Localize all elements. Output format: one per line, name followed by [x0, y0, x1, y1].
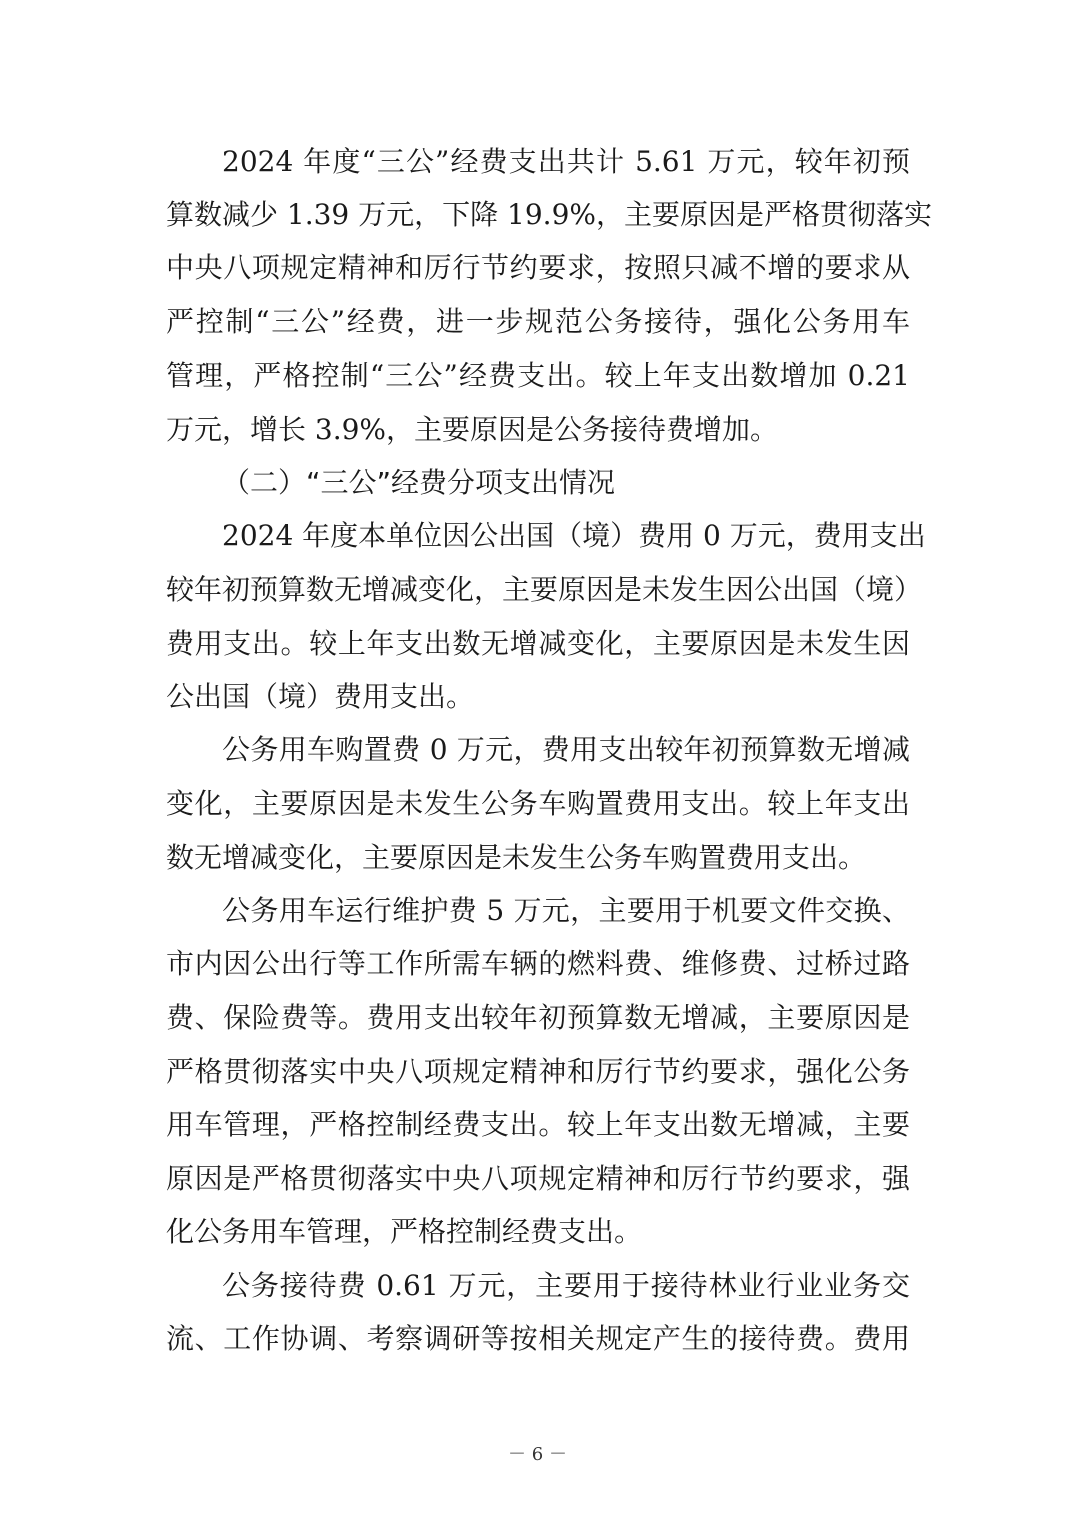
- paragraph-line: 费、保险费等。费用支出较年初预算数无增减，主要原因是: [166, 1001, 910, 1034]
- paragraph-line: 原因是严格贯彻落实中央八项规定精神和厉行节约要求，强: [166, 1162, 910, 1195]
- paragraph-line: 算数减少 1.39 万元，下降 19.9%，主要原因是严格贯彻落实: [166, 198, 932, 231]
- page-number: － 6 －: [508, 1444, 567, 1465]
- paragraph-line: 市内因公出行等工作所需车辆的燃料费、维修费、过桥过路: [166, 947, 910, 980]
- paragraph-line: 化公务用车管理，严格控制经费支出。: [166, 1215, 643, 1248]
- paragraph-line: 公务用车购置费 0 万元，费用支出较年初预算数无增减: [222, 733, 910, 766]
- paragraph-line: 公出国（境）费用支出。: [166, 680, 475, 713]
- paragraph-line: 中央八项规定精神和厉行节约要求，按照只减不增的要求从: [166, 251, 910, 284]
- paragraph-line: 费用支出。较上年支出数无增减变化，主要原因是未发生因: [166, 627, 910, 660]
- paragraph-line: 流、工作协调、考察调研等按相关规定产生的接待费。费用: [166, 1322, 910, 1355]
- paragraph-line: 2024 年度本单位因公出国（境）费用 0 万元，费用支出: [222, 519, 926, 552]
- paragraph-line: 公务用车运行维护费 5 万元，主要用于机要文件交换、: [222, 894, 910, 927]
- paragraph-line: 变化，主要原因是未发生公务车购置费用支出。较上年支出: [166, 787, 910, 820]
- paragraph-line: 严格贯彻落实中央八项规定精神和厉行节约要求，强化公务: [166, 1055, 910, 1088]
- section-heading: （二）“三公”经费分项支出情况: [222, 466, 616, 499]
- paragraph-line: 2024 年度“三公”经费支出共计 5.61 万元，较年初预: [222, 145, 910, 178]
- paragraph-line: 数无增减变化，主要原因是未发生公务车购置费用支出。: [166, 841, 867, 874]
- paragraph-line: 严控制“三公”经费，进一步规范公务接待，强化公务用车: [166, 305, 910, 338]
- paragraph-line: 万元，增长 3.9%，主要原因是公务接待费增加。: [166, 413, 779, 446]
- paragraph-line: 管理，严格控制“三公”经费支出。较上年支出数增加 0.21: [166, 359, 910, 392]
- paragraph-line: 较年初预算数无增减变化，主要原因是未发生因公出国（境）: [166, 573, 923, 606]
- paragraph-line: 公务接待费 0.61 万元，主要用于接待林业行业业务交: [222, 1269, 910, 1302]
- paragraph-line: 用车管理，严格控制经费支出。较上年支出数无增减，主要: [166, 1108, 910, 1141]
